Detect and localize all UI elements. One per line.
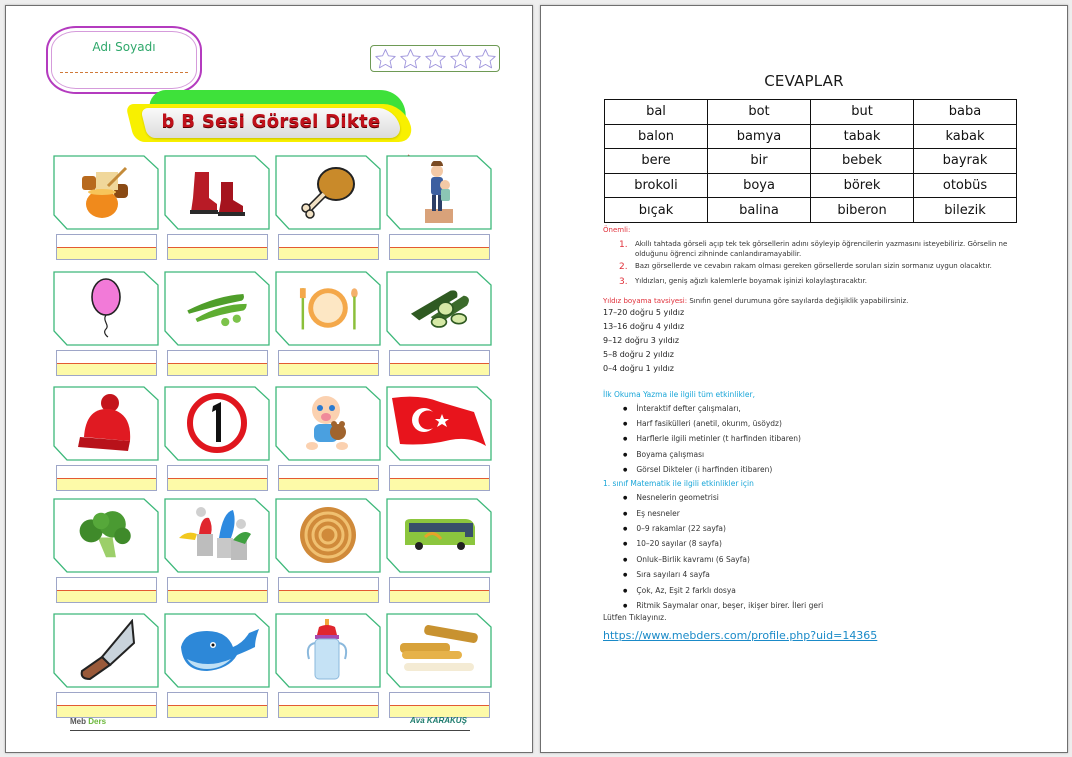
answer-field[interactable] — [167, 577, 268, 603]
answer-cell: bayrak — [914, 149, 1017, 174]
star-rule: 0–4 doğru 1 yıldız — [603, 363, 674, 373]
picture-cell-bus — [386, 498, 492, 610]
title-banner — [126, 84, 416, 148]
star-rating-box — [370, 45, 500, 72]
baby-icon — [295, 392, 361, 454]
picture-cell-paint — [164, 498, 270, 610]
picture-cell-beanie — [53, 386, 159, 498]
footer-divider — [70, 730, 470, 731]
profile-link[interactable]: https://www.mebders.com/profile.php?uid=14365 — [603, 629, 878, 643]
answer-field[interactable] — [278, 577, 379, 603]
drumstick-icon — [295, 161, 361, 223]
answer-cell: bal — [605, 100, 708, 125]
star-rule: 13–16 doğru 4 yıldız — [603, 321, 685, 331]
answer-field[interactable] — [278, 692, 379, 718]
answer-field[interactable] — [389, 350, 490, 376]
list-item: ● Eş nesneler — [623, 506, 1033, 521]
name-write-line — [60, 72, 188, 73]
footer-brand: Meb Ders — [70, 717, 107, 726]
table-row — [605, 198, 1017, 223]
paint-buckets-icon — [170, 504, 264, 566]
footer-author: Ava KARAKUŞ — [410, 716, 467, 725]
list-item: ● Çok, Az, Eşit 2 farklı dosya — [623, 583, 1033, 598]
bracelets-icon — [392, 619, 486, 681]
picture-cell-flag — [386, 386, 492, 498]
math-list — [623, 490, 1033, 613]
answer-field[interactable] — [56, 465, 157, 491]
zucchini-icon — [406, 277, 472, 339]
picture-cell-plate — [275, 271, 381, 383]
answer-cell: otobüs — [914, 173, 1017, 198]
picture-cell-baby — [275, 386, 381, 498]
list-item: ● Sıra sayıları 4 sayfa — [623, 567, 1033, 582]
picture-cell-okra — [164, 271, 270, 383]
answer-cell: biberon — [811, 198, 914, 223]
star-icon — [423, 47, 448, 71]
pastry-icon — [295, 504, 361, 566]
list-item: ● 0–9 rakamlar (22 sayfa) — [623, 521, 1033, 536]
reading-heading: İlk Okuma Yazma ile ilgili tüm etkinlikler, — [603, 389, 755, 399]
answer-field[interactable] — [278, 234, 379, 260]
list-item: ● Boyama çalışması — [623, 447, 1033, 462]
picture-cell-number-one — [164, 386, 270, 498]
father-child-icon — [406, 161, 472, 223]
list-item: 2. Bazı görsellerde ve cevabın rakam olması gereken görsellerde soruları sizin sormanız uygun olacaktır. — [619, 262, 992, 273]
baby-bottle-icon — [295, 619, 361, 681]
picture-cell-father — [386, 155, 492, 267]
answer-cell: boya — [708, 173, 811, 198]
answer-cell: börek — [811, 173, 914, 198]
star-advice: Yıldız boyama tavsiyesi: Sınıfın genel durumuna göre sayılarda değişiklik yapabilirsiniz. — [603, 296, 909, 305]
list-item: ● Ritmik Saymalar onar, beşer, ikişer birer. İleri geri — [623, 598, 1033, 613]
answer-field[interactable] — [389, 234, 490, 260]
answer-field[interactable] — [56, 692, 157, 718]
bus-icon — [396, 504, 482, 566]
table-row — [605, 124, 1017, 149]
answer-field[interactable] — [167, 234, 268, 260]
star-icon — [373, 47, 398, 71]
list-item: ● Harf fasikülleri (anetil, okurım, üsöydz) — [623, 416, 1033, 431]
list-item: ● Harflerle ilgili metinler (t harfinden itibaren) — [623, 431, 1033, 446]
answer-field[interactable] — [167, 692, 268, 718]
list-item: ● Görsel Dikteler (i harfinden itibaren) — [623, 462, 1033, 477]
answer-cell: brokoli — [605, 173, 708, 198]
list-item: ● İnteraktif defter çalışmaları, — [623, 401, 1033, 416]
star-icon — [473, 47, 498, 71]
worksheet-page — [5, 5, 533, 753]
answer-cell: bir — [708, 149, 811, 174]
balloon-icon — [73, 277, 139, 339]
answer-field[interactable] — [56, 350, 157, 376]
picture-cell-bracelets — [386, 613, 492, 725]
list-item: ● 10–20 sayılar (8 sayfa) — [623, 536, 1033, 551]
picture-cell-balloon — [53, 271, 159, 383]
answer-field[interactable] — [278, 350, 379, 376]
star-rule: 5–8 doğru 2 yıldız — [603, 349, 674, 359]
star-rule: 17–20 doğru 5 yıldız — [603, 307, 685, 317]
picture-cell-broccoli — [53, 498, 159, 610]
answer-cell: bebek — [811, 149, 914, 174]
answer-field[interactable] — [167, 350, 268, 376]
important-label: Önemli: — [603, 226, 631, 234]
broccoli-icon — [73, 504, 139, 566]
answer-cell: balina — [708, 198, 811, 223]
answer-field[interactable] — [167, 465, 268, 491]
star-icon — [398, 47, 423, 71]
answer-cell: bere — [605, 149, 708, 174]
answer-field[interactable] — [56, 577, 157, 603]
important-list — [619, 239, 1033, 289]
math-heading: 1. sınıf Matematik ile ilgili etkinlikler için — [603, 479, 754, 489]
answers-page — [540, 5, 1068, 753]
answer-cell: bot — [708, 100, 811, 125]
table-row — [605, 100, 1017, 125]
picture-cell-zucchini — [386, 271, 492, 383]
answer-cell: bamya — [708, 124, 811, 149]
list-item: ● Nesnelerin geometrisi — [623, 490, 1033, 505]
honey-icon — [73, 161, 139, 223]
table-row — [605, 149, 1017, 174]
teacher-notes — [603, 225, 1033, 644]
knife-icon — [73, 619, 139, 681]
answers-table — [604, 99, 1017, 223]
list-item: 1. Akıllı tahtada görseli açıp tek tek görsellerin adını söyleyip öğrencilerin yazmasını isteyebiliriz. Görselin ne olduğunu öğrenci zihninde canlandıramayabilir. — [619, 240, 1008, 259]
star-rule: 9–12 doğru 3 yıldız — [603, 335, 680, 345]
answer-cell: bıçak — [605, 198, 708, 223]
beanie-icon — [73, 392, 139, 454]
picture-cell-knife — [53, 613, 159, 725]
answer-cell: but — [811, 100, 914, 125]
picture-cell-drumstick — [275, 155, 381, 267]
picture-cell-pastry — [275, 498, 381, 610]
answer-cell: bilezik — [914, 198, 1017, 223]
answers-title: CEVAPLAR — [764, 72, 844, 90]
picture-cell-whale — [164, 613, 270, 725]
star-icon — [448, 47, 473, 71]
okra-icon — [184, 277, 250, 339]
answer-field[interactable] — [389, 465, 490, 491]
whale-icon — [174, 619, 264, 681]
reading-list — [623, 401, 1033, 478]
answer-cell: kabak — [914, 124, 1017, 149]
list-item: 3. Yıldızları, geniş ağızlı kalemlerle boyamak işinizi kolaylaştıracaktır. — [619, 277, 867, 288]
plate-icon — [295, 277, 361, 339]
answer-cell: balon — [605, 124, 708, 149]
picture-cell-honey — [53, 155, 159, 267]
worksheet-title: b B Sesi Görsel Dikte — [161, 111, 381, 132]
list-item: ● Onluk–Birlik kavramı (6 Sayfa) — [623, 552, 1033, 567]
answer-field[interactable] — [56, 234, 157, 260]
answer-field[interactable] — [389, 577, 490, 603]
answer-field[interactable] — [278, 465, 379, 491]
number-one-sign-icon — [184, 392, 250, 454]
picture-cell-boots — [164, 155, 270, 267]
boots-icon — [184, 161, 250, 223]
answer-cell: tabak — [811, 124, 914, 149]
table-row — [605, 173, 1017, 198]
picture-cell-baby-bottle — [275, 613, 381, 725]
answer-field[interactable] — [389, 692, 490, 718]
click-prompt: Lütfen Tıklayınız. — [603, 613, 667, 623]
answer-cell: baba — [914, 100, 1017, 125]
turkish-flag-icon — [390, 392, 488, 454]
name-label: Adı Soyadı — [92, 40, 156, 54]
